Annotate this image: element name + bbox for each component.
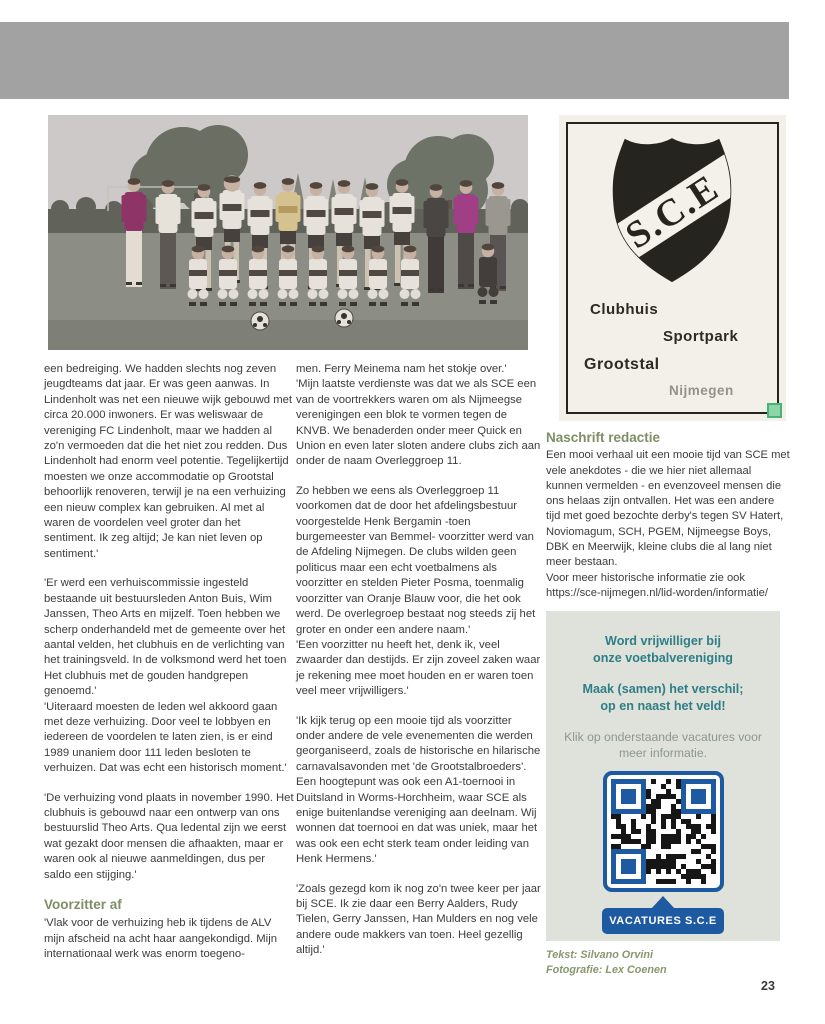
credit-text-author: Tekst: Silvano Orvini [546, 949, 653, 961]
qr-code[interactable] [603, 771, 724, 892]
paragraph: 'Ik kijk terug op een mooie tijd als voorzitter onder andere de vele evenementen die werden georganiseerd, zoals de historische en hilarische carnavalsavonden met 'de Grootstalbroeders'. Een hoogtepunt was ook een A1-toernooi in Duitsland in Worms-Horchheim, waar SCE als enige buitenlandse vereniging aan deelnam. Wij wonnen dat toernooi en dat was uniek, maar het was ook een echt sterk team onder leiding van Henk Hermens.' [296, 714, 541, 866]
cta-heading-line1: Word vrijwilliger bij [605, 634, 721, 648]
paragraph: 'De verhuizing vond plaats in november 1990. Het clubhuis is gebouwd naar een ontwerp van ons bestuurslid Theo Arts. Qua ledental zijn we eerst wat gezakt door mensen die afhaakten, maar er waren ook al nieuwe aanmeldingen, dus per saldo een stijging.' [44, 791, 294, 881]
paragraph: 'Er werd een verhuiscommissie ingesteld bestaande uit bestuursleden Anton Buis, Wim Janssen, Theo Arts en mijzelf. Toen hebben we scherp onderhandeld met de gemeente over het aantal velden, het clubhuis en de verlichting van het trainingsveld. In de volksmond werd het toen Het clubhuis met de gouden handgrepen genoemd.' [44, 577, 287, 698]
sce-shield-icon [585, 127, 759, 295]
credits [546, 948, 667, 978]
qr-code-grid [611, 779, 716, 884]
paragraph: 'Een voorzitter nu heeft het, denk ik, veel zwaarder dan destijds. Er zijn zoveel zaken waar je rekening mee moet houden en er waren toen veel meer vrijwilligers.' [296, 638, 541, 698]
article-column-2 [296, 362, 543, 973]
volunteer-cta-box [546, 611, 780, 941]
cta-instruction-line1: Klik op onderstaande vacatures voor [564, 730, 762, 744]
cta-tagline-line2: op en naast het veld! [600, 699, 726, 713]
cta-instruction-line2: meer informatie. [618, 746, 708, 760]
emblem-word-sportpark: Sportpark [663, 328, 739, 345]
emblem-word-nijmegen: Nijmegen [669, 383, 734, 398]
watermark-square [767, 403, 782, 418]
team-photo-image [48, 115, 528, 350]
cta-tagline-line1: Maak (samen) het verschil; [582, 682, 744, 696]
paragraph: 'Zoals gezegd kom ik nog zo'n twee keer per jaar bij SCE. Ik zie daar een Berry Aalders, Rudy Tielen, Gerry Janssen, Han Mulders en nog vele andere oude makkers van toen. Heel gezellig altijd.' [296, 882, 541, 957]
club-emblem [559, 115, 786, 421]
header-bar [0, 22, 789, 99]
article-column-1 [44, 362, 295, 977]
section-heading-naschrift: Naschrift redactie [546, 430, 661, 445]
photo-tint [48, 115, 528, 350]
info-link-text[interactable]: Voor meer historische informatie zie ook https://sce-nijmegen.nl/lid-worden/informatie/ [546, 571, 768, 599]
team-photo [48, 115, 528, 350]
vacatures-button[interactable]: VACATURES S.C.E [602, 908, 724, 934]
paragraph: een bedreiging. We hadden slechts nog zeven jeugdteams dat jaar. Er was geen aanwas. In Lindenholt was net een nieuwe wijk gebouwd met circa 20.000 inwoners. Er was weliswaar de vereniging FC Lindenholt, maar we hadden al zo'n vermoeden dat die het niet zou redden. Dus Lindenholt had enorm veel potentie. Tegelijkertijd moesten we onze accommodatie op Grootstal behoorlijk renoveren, terwijl je na een verhuizing een nieuw complex kan gebruiken. Al met al waren de voordelen veel groter dan het sentiment. Ik zeg altijd; Je kan niet leven op sentiment.' [44, 363, 293, 560]
emblem-word-clubhuis: Clubhuis [590, 301, 659, 318]
editorial-note [546, 430, 791, 601]
cta-heading-line2: onze voetbalvereniging [593, 651, 733, 665]
section-heading-voorzitter-af: Voorzitter af [44, 897, 122, 912]
page-number: 23 [761, 979, 775, 993]
paragraph: 'Vlak voor de verhuizing heb ik tijdens de ALV mijn afscheid na acht haar aangekondigd. Mijn internationaal werk was enorm toegeno- [44, 917, 277, 961]
emblem-initials: S.C.E [618, 166, 727, 258]
credit-text-photographer: Fotografie: Lex Coenen [546, 964, 667, 976]
paragraph: Zo hebben we eens als Overleggroep 11 voorkomen dat de door het afdelingsbestuur voorgestelde Henk Bergamin -toen burgemeester van Bemmel- voorzitter werd van de Afdeling Nijmegen. De clubs wilden geen politicus maar een echt voetbalmens als voorzitter en stelden Pieter Posma, toenmalig voorzitter van Oranje Blauw voor, die het ook werd. De overlegroep bestaat nog steeds zij het groter en onder een andere naam.' [296, 484, 536, 636]
emblem-word-grootstal: Grootstal [584, 356, 660, 373]
paragraph: 'Mijn laatste verdienste was dat we als SCE een van de voortrekkers waren om als Nijmeegse verenigingen een blok te vormen tegen de KNVB. We benaderden onder meer Quick en Union en even later sloten andere clubs zich aan onder de naam Overleggroep 11. [296, 378, 541, 468]
paragraph: Een mooi verhaal uit een mooie tijd van SCE met vele anekdotes - die we hier niet allemaal kunnen vermelden - en evenzoveel mensen die ons helaas zijn ontvallen. Het was een andere tijd met goed bezochte derby's tegen SV Hatert, Noviomagum, SCH, PGEM, Nijmeegse Boys, DBK en Meerwijk, kleine clubs die al lang niet meer bestaan. [546, 449, 790, 569]
paragraph: 'Uiteraard moesten de leden wel akkoord gaan met deze verhuizing. Door veel te lobbyen en iedereen de voordelen te laten zien, is er eind 1989 unaniem door 111 leden besloten te verhuizen. Dat was echt een historisch moment.' [44, 700, 287, 775]
paragraph: men. Ferry Meinema nam het stokje over.' [296, 363, 507, 375]
